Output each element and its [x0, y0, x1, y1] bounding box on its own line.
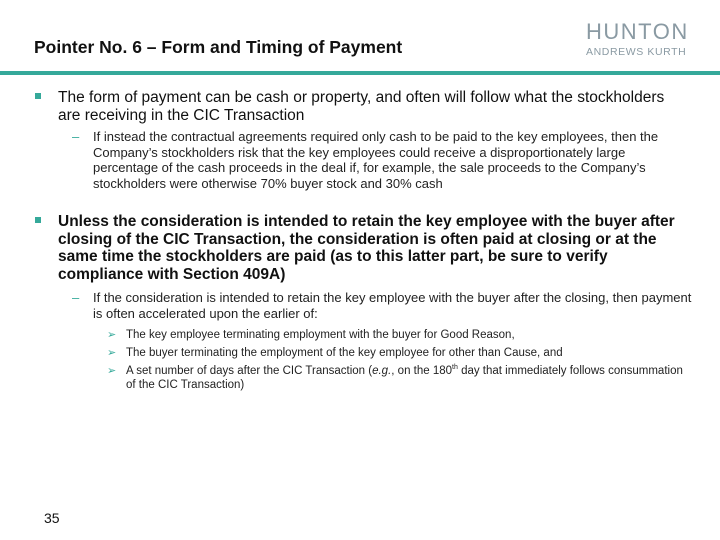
- list-item: [107, 328, 686, 342]
- arrow-bullet-icon: ➢: [107, 347, 117, 359]
- bullet-2: [58, 213, 688, 283]
- arrow-bullet-icon: ➢: [107, 365, 117, 377]
- list-item-text: The buyer terminating the employment of the key employee for other than Cause, and: [126, 347, 563, 359]
- list-item: [107, 346, 686, 360]
- list-item-text-middle: , on the 180: [391, 365, 453, 377]
- slide-body: [0, 89, 720, 392]
- list-item-text-sup: th: [452, 364, 458, 372]
- bullet-1-sub-1: [72, 129, 693, 191]
- square-bullet-icon: [35, 93, 41, 99]
- bullet-2-sub-1: [72, 290, 693, 321]
- logo-line2: ANDREWS KURTH: [586, 46, 687, 58]
- bullet-2-sub-1-text: If the consideration is intended to retain the key employee with the buyer after the closing, then payment is often accelerated upon the earlier of:: [93, 290, 692, 321]
- bullet-2-text: Unless the consideration is intended to retain the key employee with the buyer after closing of the CIC Transaction, the consideration is often paid at closing or at the same time the stockholders are paid (as to this latter part, be sure to verify compliance with Section 409A): [58, 213, 675, 283]
- list-item-text: The key employee terminating employment with the buyer for Good Reason,: [126, 329, 515, 341]
- page-title: Pointer No. 6 – Form and Timing of Payment: [34, 37, 403, 57]
- bullet-1-sub-1-text: If instead the contractual agreements required only cash to be paid to the key employees, then the Company’s stockholders risk that the key employees could receive a disproportionately large percentage of the cash proceeds in the deal if, for example, the sale proceeds to the Company’s stockholders were otherwise 70% buyer stock and 30% cash: [93, 129, 659, 191]
- list-item-text-after: day that immediately follows consummation of the CIC Transaction): [126, 365, 683, 391]
- list-item-text-eg: e.g.: [372, 365, 392, 377]
- dash-bullet-icon: –: [72, 129, 80, 144]
- header-divider: [0, 71, 720, 75]
- arrow-bullet-icon: ➢: [107, 329, 117, 341]
- dash-bullet-icon: –: [72, 290, 80, 305]
- square-bullet-icon: [35, 217, 41, 223]
- page-number: 35: [44, 510, 60, 526]
- list-item: [107, 364, 686, 392]
- logo-line1: HUNTON: [586, 19, 689, 44]
- bullet-1: [58, 89, 688, 124]
- company-logo: [586, 20, 690, 58]
- bullet-1-text: The form of payment can be cash or property, and often will follow what the stockholders are receiving in the CIC Transaction: [58, 89, 665, 124]
- list-item-text-before: A set number of days after the CIC Transaction (: [126, 365, 373, 377]
